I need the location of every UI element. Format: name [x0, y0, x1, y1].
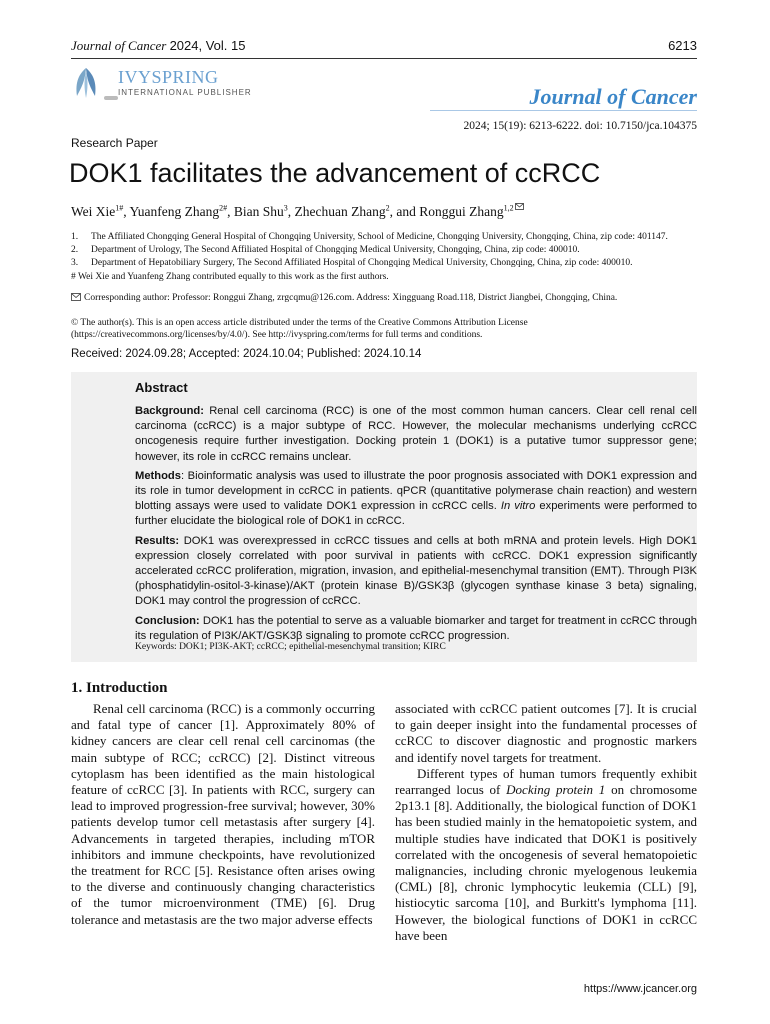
affiliation-item — [71, 244, 668, 257]
ivyspring-logo-icon — [71, 66, 101, 100]
abstract-background — [135, 404, 697, 465]
results-text: DOK1 was overexpressed in ccRCC tissues and cells at both mRNA and protein levels. High DOK1 expression closely correlated with poor survival in patients with ccRCC. DOK1 expression significantly accelerated ccRCC proliferation, migration, invasion, and epithelial-mesenchymal transition (EMT). Through PI3K (phosphatidylin-ositol-3-kinase)/AKT (protein kinase B)/GSK3β (glycogen synthase kinase 3 beta) signaling, DOK1 may control the progression of ccRCC. — [135, 534, 697, 608]
body-paragraph — [395, 766, 697, 944]
author-list — [71, 203, 524, 220]
affiliation-item — [71, 257, 668, 270]
conclusion-text: DOK1 has the potential to serve as a valuable biomarker and target for treatment in ccRCC through its regulation of PI3K/AKT/GSK3β signaling to promote ccRCC progression. — [135, 614, 697, 642]
affiliation-number: 1. — [71, 232, 79, 242]
author-affil-mark: 3 — [283, 203, 288, 213]
publication-dates: Received: 2024.09.28; Accepted: 2024.10.04; Published: 2024.10.14 — [71, 348, 422, 360]
methods-italic: In vitro — [500, 500, 536, 513]
methods-text: : Bioinformatic analysis was used to illustrate the poor prognosis associated with DOK1 expression and its role in tumor development in ccRCC in patients. qPCR (quantitative polymerase chain reaction) and western blotting assays were used to validate DOK1 expression in ccRCC cells. — [135, 469, 697, 513]
year-volume: 2024, Vol. 15 — [169, 38, 246, 53]
header-rule — [71, 58, 697, 59]
publisher-subtitle: INTERNATIONAL PUBLISHER — [118, 88, 252, 97]
author-separator: , — [227, 204, 234, 219]
journal-name: Journal of Cancer — [71, 38, 167, 53]
methods-label: Methods — [135, 469, 181, 482]
body-column-left — [71, 701, 375, 928]
citation: 2024; 15(19): 6213-6222. doi: 10.7150/jca.104375 — [463, 120, 697, 132]
author-affil-mark: 1,2 — [503, 203, 514, 213]
author-separator: , — [123, 204, 130, 219]
affiliation-number: 3. — [71, 258, 79, 268]
paper-title: DOK1 facilitates the advancement of ccRCC — [69, 158, 601, 188]
paragraph-text: Different types of human tumors frequently exhibit rearranged locus of — [395, 765, 697, 798]
results-label: Results: — [135, 534, 180, 547]
gene-name-italic: Docking protein 1 — [506, 782, 606, 798]
author-separator: , — [389, 204, 397, 219]
abstract-results — [135, 534, 697, 610]
body-paragraph: associated with ccRCC patient outcomes [7]. It is crucial to gain deeper insight into the fundamental processes of ccRCC to discover diagnostic and prognostic markers and identify novel targets for treatment. — [395, 701, 697, 765]
journal-logo: Journal of Cancer — [529, 84, 697, 109]
affiliation-item — [71, 231, 668, 244]
license-statement: © The author(s). This is an open access article distributed under the terms of the Creative Commons Attribution License (https://creativecommons.org/licenses/by/4.0/). See http://ivyspring.com/terms for full terms and conditions. — [71, 318, 528, 340]
affiliation-text: Department of Hepatobiliary Surgery, The Second Affiliated Hospital of Chongqing Medical University, Chongqing, China, zip code: 400010. — [91, 258, 633, 268]
methods-text-end: experiments were performed to further elucidate the biological role of DOK1 in ccRCC. — [135, 500, 697, 528]
author-name: Yuanfeng Zhang — [129, 204, 220, 219]
keywords: Keywords: DOK1; PI3K-AKT; ccRCC; epithelial-mesenchymal transition; KIRC — [135, 642, 446, 652]
author-affil-mark: 1# — [115, 203, 124, 213]
author-name: and Ronggui Zhang — [396, 204, 504, 219]
envelope-icon — [71, 293, 81, 301]
corresponding-text: Corresponding author: Professor: Ronggui Zhang, zrgcqmu@126.com. Address: Xingguang Road.118, District Jiangbei, Chongqing, China. — [84, 293, 618, 303]
author-name: Wei Xie — [71, 204, 116, 219]
affiliation-text: The Affiliated Chongqing General Hospital of Chongqing University, School of Medicine, Chongqing University, Chongqing, China, zip code: 401147. — [91, 232, 668, 242]
affiliation-number: 2. — [71, 245, 79, 255]
journal-logo-rule — [430, 110, 697, 111]
paragraph-text-end: on chromosome 2p13.1 [8]. Additionally, the biological function of DOK1 has been studied mainly in the hematopoietic system, and multiple studies have indicated that DOK1 is positively correlated with the oncogenesis of several hematopoietic malignancies, including chronic myelogenous leukemia (CML) [8], chronic lymphocytic leukemia (CLL) [9], histiocytic sarcoma [10], and Burkitt's lymphoma [11]. However, the biological functions of DOK1 in ccRCC have been — [395, 782, 698, 943]
body-paragraph: Renal cell carcinoma (RCC) is a commonly occurring and fatal type of cancer [1]. Approximately 80% of kidney cancers are clear cell renal cell carcinomas (the main subtype of RCC; ccRCC) [2]. Distinct vitreous cytoplasm has been identified as the main histological feature of ccRCC [3]. In patients with RCC, surgery can lead to improved progression-free survival; however, 30% patients develop tumor cell metastasis after surgery [4]. Advancements in targeted therapies, including mTOR inhibitors and immune checkpoints, have revolutionized the treatment for RCC [5]. Resistance often arises owing to the diverse and continuously changing characteristics of the tumor microenvironment (TME) [6]. Drug tolerance and metastasis are the two major adverse effects — [71, 701, 375, 927]
publisher-name: IVYSPRING — [118, 67, 219, 87]
abstract-conclusion — [135, 614, 697, 644]
body-column-right — [395, 701, 697, 944]
paper-type: Research Paper — [71, 136, 158, 150]
abstract-methods — [135, 469, 697, 530]
author-affil-mark: 2# — [219, 203, 228, 213]
page-number: 6213 — [668, 38, 697, 53]
section-heading: 1. Introduction — [71, 680, 168, 696]
equal-contribution-note: # Wei Xie and Yuanfeng Zhang contributed equally to this work as the first authors. — [71, 272, 389, 282]
conclusion-label: Conclusion: — [135, 614, 200, 627]
background-label: Background: — [135, 405, 204, 417]
abstract-body — [135, 404, 697, 648]
affiliation-list — [71, 231, 668, 270]
affiliation-text: Department of Urology, The Second Affiliated Hospital of Chongqing Medical University, Chongqing, China, zip code: 400010. — [91, 245, 580, 255]
running-header-journal — [71, 38, 245, 54]
background-text: Renal cell carcinoma (RCC) is one of the most common human cancers. Clear cell renal cell carcinoma (ccRCC) is a major subtype of RCC. However, the molecular mechanisms underlying ccRCC oncogenesis require further investigation. Docking protein 1 (DOK1) is a putative tumor suppressor gene; however, its role in ccRCC remains unclear. — [135, 405, 697, 463]
corresponding-author — [71, 293, 617, 303]
envelope-icon — [515, 203, 524, 210]
author-separator: , — [287, 204, 295, 219]
logo-shadow — [104, 96, 118, 100]
author-affil-mark: 2 — [385, 203, 390, 213]
footer-url[interactable]: https://www.jcancer.org — [583, 983, 697, 995]
author-name: Bian Shu — [233, 204, 284, 219]
author-name: Zhechuan Zhang — [294, 204, 386, 219]
abstract-heading: Abstract — [135, 380, 188, 395]
